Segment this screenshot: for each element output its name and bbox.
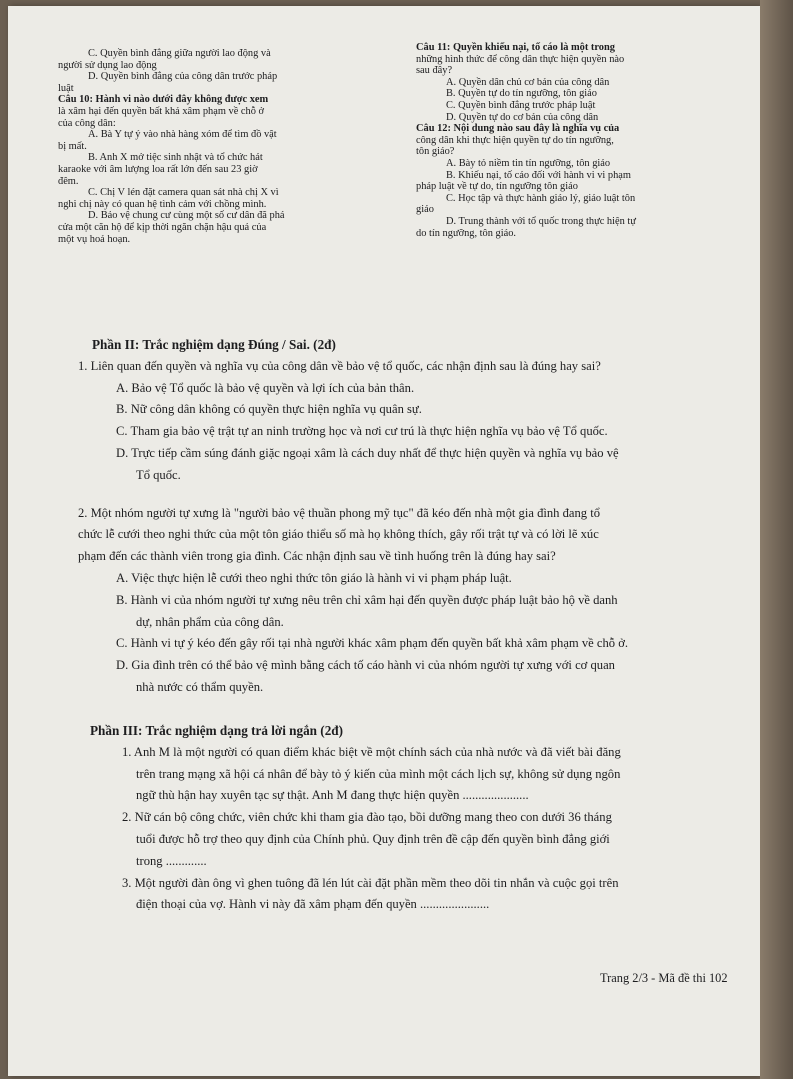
right-column [416, 42, 716, 239]
option-d: D. Trung thành với tổ quốc trong thực hiện tự [446, 215, 636, 227]
option-d: D. Bảo vệ chung cư cùng một số cư dân đã phá [88, 210, 285, 222]
option-b: B. Nữ công dân không có quyền thực hiện nghĩa vụ quân sự. [116, 402, 422, 417]
question-line: công dân khi thực hiện quyền tự do tín ngưỡng, [416, 134, 614, 146]
question-10-stem: Câu 10: Hành vi nào dưới đây không được xem [58, 94, 269, 106]
option-line: D. Quyền bình đẳng của công dân trước pháp [88, 71, 278, 83]
question-1-line: ngữ thù hận hay xuyên tạc sự thật. Anh M đang thực hiện quyền ..................... [136, 788, 529, 803]
option-a: A. Bà Y tự ý vào nhà hàng xóm để tìm đồ vật [88, 129, 277, 141]
option-b-cont: dự, nhân phẩm của công dân. [136, 614, 284, 629]
option-a: A. Việc thực hiện lễ cưới theo nghi thức tôn giáo là hành vi vi phạm pháp luật. [116, 570, 512, 585]
option-b: B. Quyền tự do tín ngưỡng, tôn giáo [446, 88, 597, 100]
part-3-title: Phần III: Trắc nghiệm dạng trả lời ngắn (2đ) [90, 723, 344, 738]
option-c: C. Quyền bình đẳng trước pháp luật [446, 99, 596, 111]
question-line: của công dân: [58, 117, 116, 129]
option-c: C. Học tập và thực hành giáo lý, giáo luật tôn [446, 192, 636, 204]
option-b: B. Khiếu nại, tố cáo đối với hành vi vi phạm [446, 169, 631, 181]
question-line: là xâm hại đến quyền bất khả xâm phạm về chỗ ở [58, 105, 265, 117]
question-3-line: điện thoại của vợ. Hành vi này đã xâm phạm đến quyền ...................... [136, 897, 490, 912]
question-2-line: tuổi được hỗ trợ theo quy định của Chính phủ. Quy định trên đề cập đến quyền bình đẳng giới [136, 831, 610, 846]
option-c: C. Hành vi tự ý kéo đến gây rối tại nhà người khác xâm phạm đến quyền bất khả xâm phạm về chỗ ở. [116, 636, 629, 651]
option-line: người sử dụng lao động [58, 59, 157, 71]
option-b: B. Hành vi của nhóm người tự xưng nêu trên chỉ xâm hại đến quyền được pháp luật bảo hộ về danh [116, 592, 618, 607]
option-line: cửa một căn hộ để kịp thời ngăn chặn hậu quả của [58, 221, 267, 233]
option-line: C. Quyền bình đẳng giữa người lao động và [88, 48, 271, 59]
option-d-cont: Tổ quốc. [136, 467, 181, 482]
part-2-title: Phần II: Trắc nghiệm dạng Đúng / Sai. (2đ) [92, 337, 336, 352]
option-line: karaoke với âm lượng loa rất lớn đến sau 23 giờ [58, 163, 258, 175]
option-c: C. Chị V lén đặt camera quan sát nhà chị X vì [88, 187, 279, 199]
question-2-line: phạm đến các thành viên trong gia đình. Các nhận định sau về tình huống trên là đúng hay sai? [78, 549, 556, 564]
option-c: C. Tham gia bảo vệ trật tự an ninh trường học và nơi cư trú là thực hiện nghĩa vụ bảo vệ Tổ quốc. [116, 424, 608, 439]
question-3: 3. Một người đàn ông vì ghen tuông đã lén lút cài đặt phần mềm theo dõi tin nhắn và cuộc gọi trên [122, 875, 619, 890]
part-2-section [78, 334, 708, 699]
question-2-stem: 2. Một nhóm người tự xưng là "người bảo vệ thuần phong mỹ tục" đã kéo đến nhà một gia đình đang tổ [78, 505, 601, 520]
option-a: A. Bày tỏ niềm tin tín ngưỡng, tôn giáo [446, 157, 611, 169]
option-d: D. Quyền tự do cơ bản của công dân [446, 111, 599, 123]
option-line: bị mất. [58, 140, 87, 152]
option-d-cont: nhà nước có thẩm quyền. [136, 679, 264, 694]
option-d: D. Gia đình trên có thể bảo vệ mình bằng cách tố cáo hành vi của nhóm người tự xưng với cơ quan [116, 658, 615, 673]
question-line: tôn giáo? [416, 146, 455, 158]
question-line: sau đây? [416, 65, 453, 77]
background-edge [760, 0, 793, 1079]
question-2: 2. Nữ cán bộ công chức, viên chức khi tham gia đào tạo, bồi dưỡng mang theo con dưới 36 tháng [122, 810, 612, 825]
option-line: do tín ngưỡng, tôn giáo. [416, 227, 517, 239]
question-2-line: trong ............. [136, 853, 207, 868]
option-b: B. Anh X mở tiệc sinh nhật và tổ chức hát [88, 152, 263, 164]
left-column [58, 48, 393, 245]
exam-page [8, 6, 760, 1076]
question-line: những hình thức để công dân thực hiện quyền nào [416, 53, 625, 65]
option-line: giáo [416, 204, 434, 216]
option-a: A. Quyền dân chủ cơ bản của công dân [446, 76, 610, 88]
question-11-stem: Câu 11: Quyền khiếu nại, tố cáo là một trong [416, 42, 615, 53]
option-line: luật [58, 82, 74, 94]
question-1-stem: 1. Liên quan đến quyền và nghĩa vụ của công dân về bảo vệ tổ quốc, các nhận định sau là đúng hay sai? [78, 358, 601, 373]
question-1-line: trên trang mạng xã hội cá nhân để bày tỏ ý kiến của mình một cách lịch sự, không sử dụng ngôn [136, 766, 621, 781]
option-line: một vụ hoả hoạn. [58, 233, 131, 245]
option-line: pháp luật về tự do, tín ngưỡng tôn giáo [416, 181, 578, 193]
option-a: A. Bảo vệ Tổ quốc là bảo vệ quyền và lợi ích của bản thân. [116, 380, 415, 395]
option-line: nghi chị này có quan hệ tình cảm với chồng mình. [58, 198, 267, 210]
question-1: 1. Anh M là một người có quan điểm khác biệt về một chính sách của nhà nước và đã viết bài đăng [122, 744, 621, 759]
option-line: đêm. [58, 175, 79, 187]
question-2-line: chức lễ cưới theo nghi thức của một tôn giáo thiểu số mà họ không thích, gây rối trật tự và có lời lẽ xúc [78, 527, 599, 542]
part-3-section [78, 720, 708, 916]
option-d: D. Trực tiếp cầm súng đánh giặc ngoại xâm là cách duy nhất để thực hiện quyền và nghĩa vụ bảo vệ [116, 445, 619, 460]
page-footer: Trang 2/3 - Mã đề thi 102 [600, 971, 728, 985]
question-12-stem: Câu 12: Nội dung nào sau đây là nghĩa vụ của [416, 123, 620, 135]
